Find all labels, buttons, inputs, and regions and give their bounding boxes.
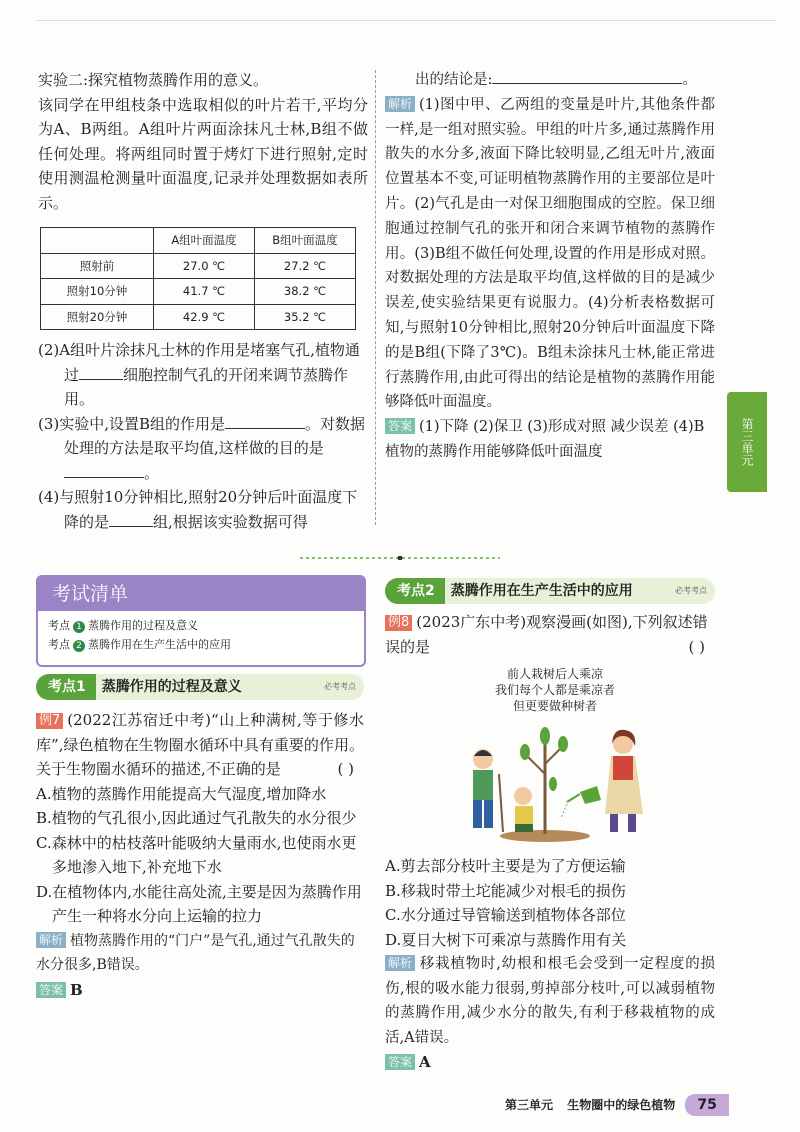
answer-paragraph (385, 415, 715, 465)
experiment-title: 实验二:探究植物蒸腾作用的意义。 (38, 71, 269, 89)
checklist-text: 蒸腾作用在生产生活中的应用 (88, 638, 231, 651)
comic-caption-line: 但更要做种树者 (512, 699, 597, 713)
analysis-text: 植物蒸腾作用的“门户”是气孔,通过气孔散失的水分很多,B错误。 (36, 932, 355, 973)
page-number: 75 (685, 1094, 728, 1116)
example-7-stem (36, 708, 364, 782)
number-badge-icon: 1 (73, 621, 85, 633)
option-c[interactable]: C.森林中的枯枝落叶能吸纳大量雨水,也使雨水更多地渗入地下,补充地下水 (36, 833, 357, 876)
comic-illustration (445, 666, 665, 846)
table-cell: 35.2 ℃ (255, 304, 356, 330)
answer-text: (1)下降 (2)保卫 (3)形成对照 减少误差 (4)B 植物的蒸腾作用能够降低叶面温度 (385, 419, 705, 460)
footer-unit: 第三单元 (505, 1098, 554, 1112)
example-8-body (385, 854, 715, 1075)
example-stem-text: (2022江苏宿迁中考)“山上种满树,等于修水库”,绿色植物在生物圈水循环中具有重要的作用。关于生物圈水循环的描述,不正确的是 (36, 711, 364, 778)
q4-text-b: 组,根据该实验数据可得 (153, 512, 308, 531)
experiment-desc: 该同学在甲组枝条中选取相似的叶片若干,平均分为A、B两组。A组叶片两面涂抹凡士林,B组不做任何处理。将两组同时置于烤灯下进行照射,定时使用测温枪测量叶面温度,记录并处理数据如表所示。 (38, 95, 368, 212)
answer-tag: 答案 (385, 1054, 415, 1070)
example-7-answer (36, 978, 364, 1003)
example-7-analysis (36, 929, 364, 978)
answer-tag: 答案 (36, 982, 66, 998)
analysis-text: (1)图中甲、乙两组的变量是叶片,其他条件都一样,是一组对照实验。甲组的叶片多,通过蒸腾作用散失的水分多,液面下降比较明显,乙组无叶片,液面位置基本不变,可证明植物蒸腾作用的主要部位是叶片。(2)气孔是由一对保卫细胞围成的空腔。保卫细胞通过控制气孔的张开和闭合来调节植物的蒸腾作用。(3)B组不做任何处理,设置的作用是形成对照。对数据处理的方法是取平均值,这样做的目的是减少误差,使实验结果更有说服力。(4)分析表格数据可知,与照射10分钟相比,照射20分钟后叶面温度下降的是B组(下降了3℃)。B组未涂抹凡士林,能正常进行蒸腾作用,由此可得出的结论是植物的蒸腾作用能够降低叶面温度。 (385, 96, 715, 411)
example-tag: 例8 (385, 615, 412, 631)
option-b[interactable]: B.植物的气孔很小,因此通过气孔散失的水分很少 (36, 809, 357, 827)
top-rule (36, 20, 776, 21)
q3-text-c: 。 (144, 463, 160, 482)
comic-caption-line: 我们每个人都是乘凉者 (494, 683, 615, 697)
table-cell: 38.2 ℃ (255, 279, 356, 305)
example-7 (36, 708, 364, 1002)
analysis-text: 移栽植物时,幼根和根毛会受到一定程度的损伤,根的吸水能力很弱,剪掉部分枝叶,可以减弱植物的蒸腾作用,减少水分的散失,有利于移栽植物的成活,A错误。 (385, 956, 715, 1046)
section-dots-divider (300, 556, 500, 560)
table-cell: 27.2 ℃ (255, 253, 356, 279)
example-8-analysis (385, 952, 715, 1050)
kaodian-note: 必考考点 (675, 586, 707, 595)
option-a[interactable]: A.剪去部分枝叶主要是为了方便运输 (385, 857, 626, 875)
analysis-paragraph (385, 93, 715, 415)
table-cell: 42.9 ℃ (154, 304, 255, 330)
checklist-prefix: 考点 (48, 638, 70, 651)
footer-chapter: 生物圈中的绿色植物 (567, 1098, 676, 1112)
option-d[interactable]: D.夏日大树下可乘凉与蒸腾作用有关 (385, 930, 627, 949)
q3-text: (3)实验中,设置B组的作用是 (38, 414, 226, 433)
table-cell: 27.0 ℃ (154, 253, 255, 279)
example-tag: 例7 (36, 713, 63, 729)
table-header-cell (41, 228, 154, 254)
question-2 (38, 338, 368, 412)
table-cell: 照射前 (41, 253, 154, 279)
temperature-table (40, 227, 356, 330)
table-row (41, 279, 356, 305)
kaodian-tag: 考点2 (385, 578, 445, 604)
checklist-title: 考试清单 (38, 577, 364, 611)
question-4 (38, 485, 368, 534)
answer-paren: ( ) (688, 637, 705, 656)
comic-caption (445, 666, 665, 714)
kaodian-note: 必考考点 (324, 682, 356, 691)
answer-paren: ( ) (337, 760, 354, 778)
answer-blank[interactable] (109, 512, 153, 527)
q4-text: (4)与照射10分钟相比,照射20分钟后叶面温度下降的是 (38, 488, 358, 531)
table-row (41, 304, 356, 330)
option-c[interactable]: C.水分通过导管输送到植物体各部位 (385, 906, 626, 924)
conclusion-text: 出的结论是: (415, 72, 493, 88)
page-footer (505, 1094, 775, 1118)
kaodian-1-header (36, 674, 364, 700)
conclusion-end: 。 (682, 72, 697, 88)
option-d[interactable]: D.在植物体内,水能往高处流,主要是因为蒸腾作用产生一种将水分向上运输的拉力 (36, 882, 362, 925)
answer-blank[interactable] (79, 365, 123, 380)
example-8-answer (385, 1050, 715, 1075)
checklist-prefix: 考点 (48, 619, 70, 632)
q3-text-b: 。对数据处理的方法是取平均值,这样做的目的是 (64, 414, 366, 457)
q2-text: (2)A组叶片涂抹凡士林的作用是堵塞气孔,植物通过 (38, 341, 360, 384)
exam-checklist (36, 575, 366, 667)
answer-text: B (70, 980, 83, 999)
q2-text-b: 细胞控制气孔的开闭来调节蒸腾作用。 (64, 365, 349, 408)
table-cell: 照射20分钟 (41, 304, 154, 330)
analysis-tag: 解析 (385, 96, 415, 112)
right-column (385, 68, 715, 465)
answer-blank[interactable] (492, 69, 682, 84)
option-a[interactable]: A.植物的蒸腾作用能提高大气湿度,增加降水 (36, 784, 327, 803)
table-row (41, 253, 356, 279)
example-8-stem (385, 610, 715, 659)
example-8-stem-text (385, 610, 715, 659)
table-header-cell: A组叶面温度 (154, 228, 255, 254)
table-cell: 照射10分钟 (41, 279, 154, 305)
column-divider (375, 70, 376, 525)
kaodian-2-header (385, 578, 715, 604)
tree-planting-illustration (445, 714, 665, 844)
checklist-item[interactable] (38, 616, 364, 635)
kaodian-title: 蒸腾作用在生产生活中的应用 (450, 583, 633, 599)
checklist-item[interactable] (38, 635, 364, 654)
question-3 (38, 412, 368, 486)
analysis-tag: 解析 (385, 955, 415, 971)
answer-tag: 答案 (385, 418, 415, 434)
number-badge-icon: 2 (73, 640, 85, 652)
table-cell: 41.7 ℃ (154, 279, 255, 305)
checklist-text: 蒸腾作用的过程及意义 (88, 619, 198, 632)
option-b[interactable]: B.移栽时带土坨能减少对根毛的损伤 (385, 881, 626, 900)
answer-blank[interactable] (64, 463, 144, 478)
left-column (38, 68, 368, 534)
table-header-cell: B组叶面温度 (255, 228, 356, 254)
answer-text: A (419, 1053, 431, 1071)
conclusion-line (385, 68, 715, 93)
unit-side-tab[interactable]: 第三单元 (727, 392, 767, 492)
answer-blank[interactable] (225, 414, 305, 429)
analysis-tag: 解析 (36, 932, 66, 948)
example-stem-text: (2023广东中考)观察漫画(如图),下列叙述错误的是 (385, 613, 708, 656)
kaodian-tag: 考点1 (36, 674, 96, 700)
kaodian-title: 蒸腾作用的过程及意义 (101, 679, 242, 695)
comic-caption-line: 前人栽树后人乘凉 (506, 667, 603, 681)
